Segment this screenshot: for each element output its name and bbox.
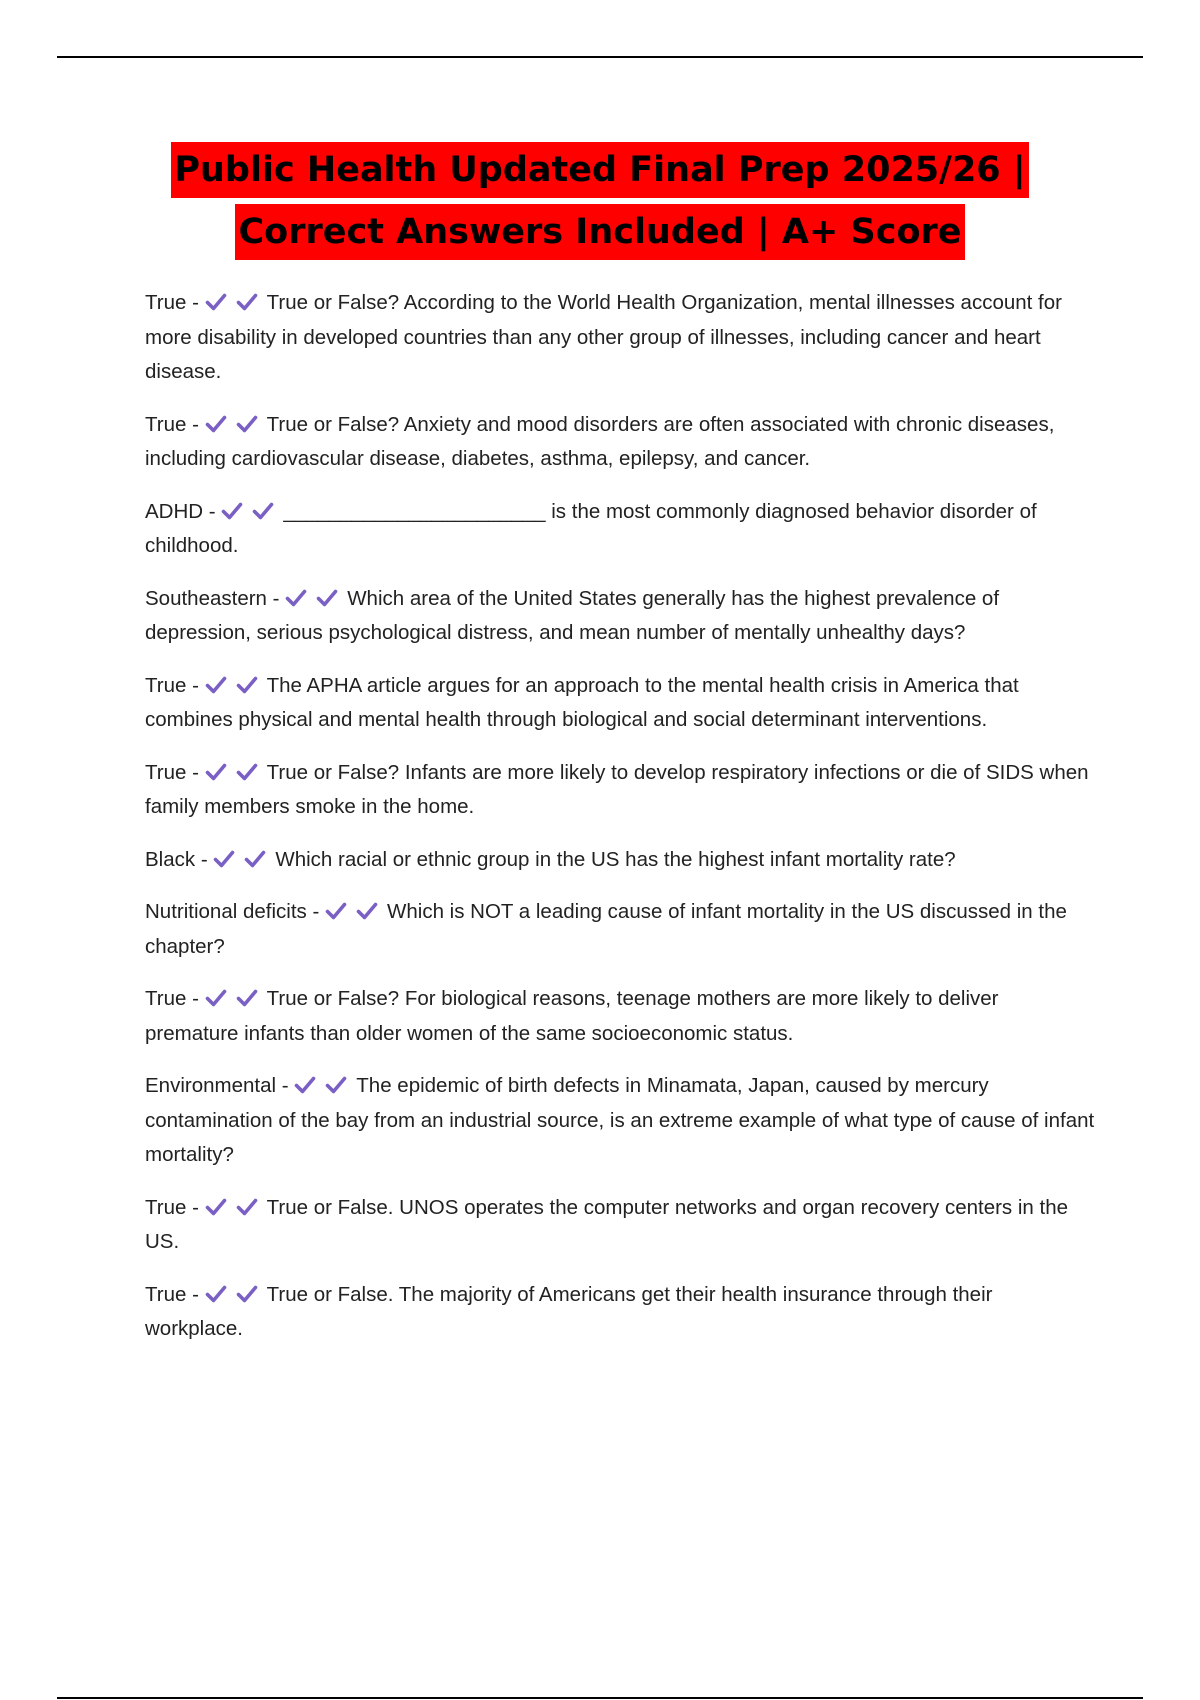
question-text: Which racial or ethnic group in the US has the highest infant mortality rate? (275, 847, 956, 871)
check-icon (205, 987, 227, 1009)
question-text: True or False? Anxiety and mood disorders are often associated with chronic diseases, including cardiovascular disease, diabetes, asthma, epilepsy, and cancer. (145, 412, 1055, 470)
check-icon (252, 500, 274, 522)
qa-item (145, 1191, 1095, 1260)
answer-separator: - (192, 291, 199, 314)
qa-item (145, 895, 1095, 964)
question-text: True or False? Infants are more likely to develop respiratory infections or die of SIDS when family members smoke in the home. (145, 760, 1089, 818)
answer-text: Environmental (145, 1074, 277, 1097)
check-icon (316, 587, 338, 609)
qa-list (145, 286, 1095, 1365)
document-title (60, 142, 1140, 266)
answer-text: Nutritional deficits (145, 900, 307, 923)
answer-text: Black (145, 847, 196, 871)
answer-separator: - (312, 900, 320, 923)
check-icon (221, 500, 243, 522)
answer-text: Southeastern (145, 586, 267, 610)
top-rule (57, 56, 1143, 58)
question-text: Which area of the United States generally has the highest prevalence of depression, serious psychological distress, and mean number of mentally unhealthy days? (145, 586, 1000, 644)
answer-separator: - (192, 760, 199, 784)
question-text: True or False. UNOS operates the computer networks and organ recovery centers in the US. (145, 1195, 1069, 1253)
answer-text: ADHD (145, 499, 204, 523)
question-text: The APHA article argues for an approach to the mental health crisis in America that combines physical and mental health through biological and social determinant interventions. (145, 673, 1019, 731)
check-icon (236, 291, 258, 313)
qa-item (145, 408, 1095, 477)
answer-text: True (145, 291, 187, 314)
check-icon (236, 1196, 258, 1218)
check-icon (236, 761, 258, 783)
check-icon (205, 291, 227, 313)
question-text: _______________________ is the most commonly diagnosed behavior disorder of childhood. (145, 499, 1037, 557)
check-icon (236, 1283, 258, 1305)
qa-item (145, 756, 1095, 825)
check-icon (294, 1074, 316, 1096)
answer-text: True (145, 987, 187, 1010)
check-icon (205, 1283, 227, 1305)
check-icon (205, 413, 227, 435)
answer-text: True (145, 760, 187, 784)
check-icon (244, 848, 266, 870)
qa-item (145, 495, 1095, 564)
title-line-1: Public Health Updated Final Prep 2025/26 | (171, 142, 1028, 198)
answer-separator: - (192, 1282, 199, 1306)
check-icon (236, 674, 258, 696)
check-icon (236, 413, 258, 435)
answer-separator: - (192, 412, 199, 436)
answer-text: True (145, 1282, 187, 1306)
title-line-2: Correct Answers Included | A+ Score (235, 204, 964, 260)
check-icon (205, 761, 227, 783)
check-icon (325, 1074, 347, 1096)
qa-item (145, 1278, 1095, 1347)
check-icon (325, 900, 347, 922)
question-text: True or False? For biological reasons, teenage mothers are more likely to deliver premature infants than older women of the same socioeconomic status. (145, 987, 999, 1045)
question-text: True or False? According to the World Health Organization, mental illnesses account for more disability in developed countries than any other group of illnesses, including cancer and heart disease. (145, 291, 1062, 383)
answer-text: True (145, 412, 187, 436)
qa-item (145, 843, 1095, 878)
answer-separator: - (200, 847, 208, 871)
answer-separator: - (272, 586, 280, 610)
answer-separator: - (192, 1195, 199, 1219)
check-icon (205, 674, 227, 696)
check-icon (236, 987, 258, 1009)
qa-item (145, 286, 1095, 390)
qa-item (145, 982, 1095, 1051)
check-icon (285, 587, 307, 609)
qa-item (145, 1069, 1095, 1173)
check-icon (213, 848, 235, 870)
question-text: True or False. The majority of Americans get their health insurance through their workplace. (145, 1282, 993, 1340)
check-icon (356, 900, 378, 922)
question-text: Which is NOT a leading cause of infant mortality in the US discussed in the chapter? (145, 900, 1067, 958)
bottom-rule (57, 1697, 1143, 1699)
check-icon (205, 1196, 227, 1218)
answer-separator: - (281, 1074, 289, 1097)
answer-separator: - (192, 987, 199, 1010)
answer-text: True (145, 673, 187, 697)
answer-text: True (145, 1195, 187, 1219)
qa-item (145, 669, 1095, 738)
question-text: The epidemic of birth defects in Minamata, Japan, caused by mercury contamination of the bay from an industrial source, is an extreme example of what type of cause of infant mortality? (145, 1074, 1095, 1166)
qa-item (145, 582, 1095, 651)
answer-separator: - (192, 673, 199, 697)
answer-separator: - (208, 499, 216, 523)
